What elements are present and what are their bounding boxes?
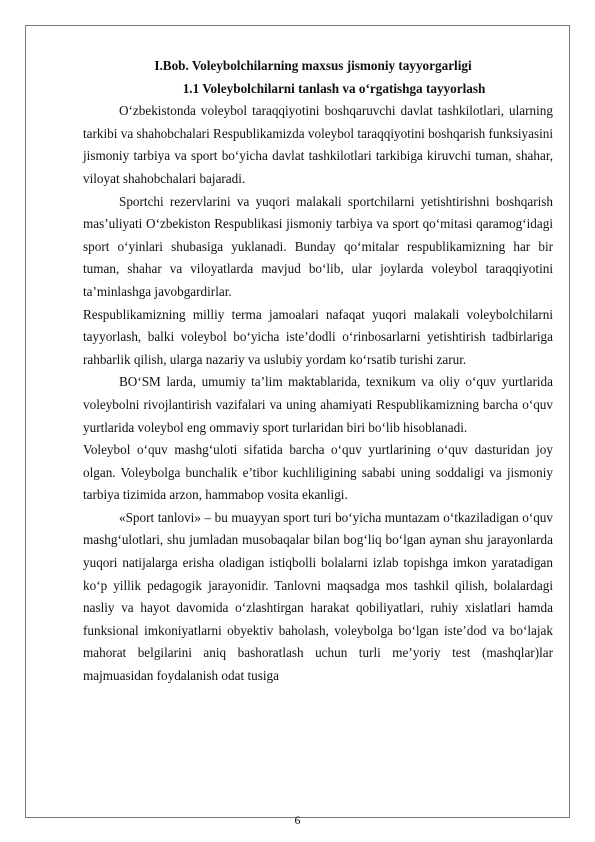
- section-title: 1.1 Voleybolchilarni tanlash va o‘rgatishga tayyorlash: [182, 80, 486, 96]
- paragraph-4: BO‘SM larda, umumiy ta’lim maktablarida, texnikum va oliy o‘quv yurtlarida voleybolni rivojlantirish vazifalari va uning ahamiyati Respublikamizning barcha o‘quv yurtlarida voleybol eng ommaviy sport turlaridan biri bo‘lib hisoblanadi.: [83, 374, 553, 435]
- paragraph-3: Respublikamizning milliy terma jamoalari nafaqat yuqori malakali voleybolchilarni tayyorlash, balki voleybol bo‘yicha iste’dodli o‘rinbosarlarni yetishtirish tadbirlariga rahbarlik qilish, ularga nazariy va uslubiy yordam ko‘rsatib turishi zarur.: [83, 306, 553, 367]
- chapter-title: I.Bob. Voleybolchilarning maxsus jismoniy tayyorgarligi: [154, 58, 472, 73]
- document-body: [83, 55, 553, 688]
- paragraph-5: Voleybol o‘quv mashg‘uloti sifatida barcha o‘quv yurtlarining o‘quv dasturidan joy olgan. Voleybolga bunchalik e’tibor kuchliligining sababi uning soddaligi va jismoniy tarbiya tizimida arzon, hammabop vosita ekanligi.: [83, 442, 553, 503]
- paragraph-1: O‘zbekistonda voleybol taraqqiyotini boshqaruvchi davlat tashkilotlari, ularning tarkibi va shahobchalari Respublikamizda voleybol taraqqiyotini boshqarish funksiyasini jismoniy tarbiya va sport bo‘yicha davlat tashkilotlari tarkibiga kiruvchi tuman, shahar, viloyat shahobchalari bajaradi.: [83, 103, 553, 186]
- page-number: 6: [294, 813, 301, 827]
- paragraph-2: Sportchi rezervlarini va yuqori malakali sportchilarni yetishtirishni boshqarish mas’uliyati O‘zbekiston Respublikasi jismoniy tarbiya va sport qo‘mitasi qaramog‘idagi sport o‘yinlari shubasiga yuklanadi. Bunday qo‘mitalar respublikamizning har bir tuman, shahar va viloyatlarda mavjud bo‘lib, ular joylarda voleybol taraqqiyotini ta’minlashga javobgardirlar.: [83, 193, 553, 299]
- paragraph-6: «Sport tanlovi» – bu muayyan sport turi bo‘yicha muntazam o‘tkaziladigan o‘quv mashg‘ulotlari, shu jumladan musobaqalar bilan bog‘liq bo‘lgan aynan shu jarayonlarda yuqori natijalarga erisha oladigan istiqbolli bolalarni izlab topishga imkon yaratadigan ko‘p yillik pedagogik jarayonidir. Tanlovni maqsadga mos tashkil qilish, bolalardagi nasliy va hayot davomida o‘zlashtirgan harakat qobiliyatlari, ruhiy xislatlari hamda funksional imkoniyatlarni obyektiv baholash, voleybolga bo‘lgan iste’dod va bo‘lajak mahorat belgilarini aniq bashoratlash uchun turli me’yoriy test (mashqlar)lar majmuasidan foydalanish odat tusiga: [83, 509, 553, 684]
